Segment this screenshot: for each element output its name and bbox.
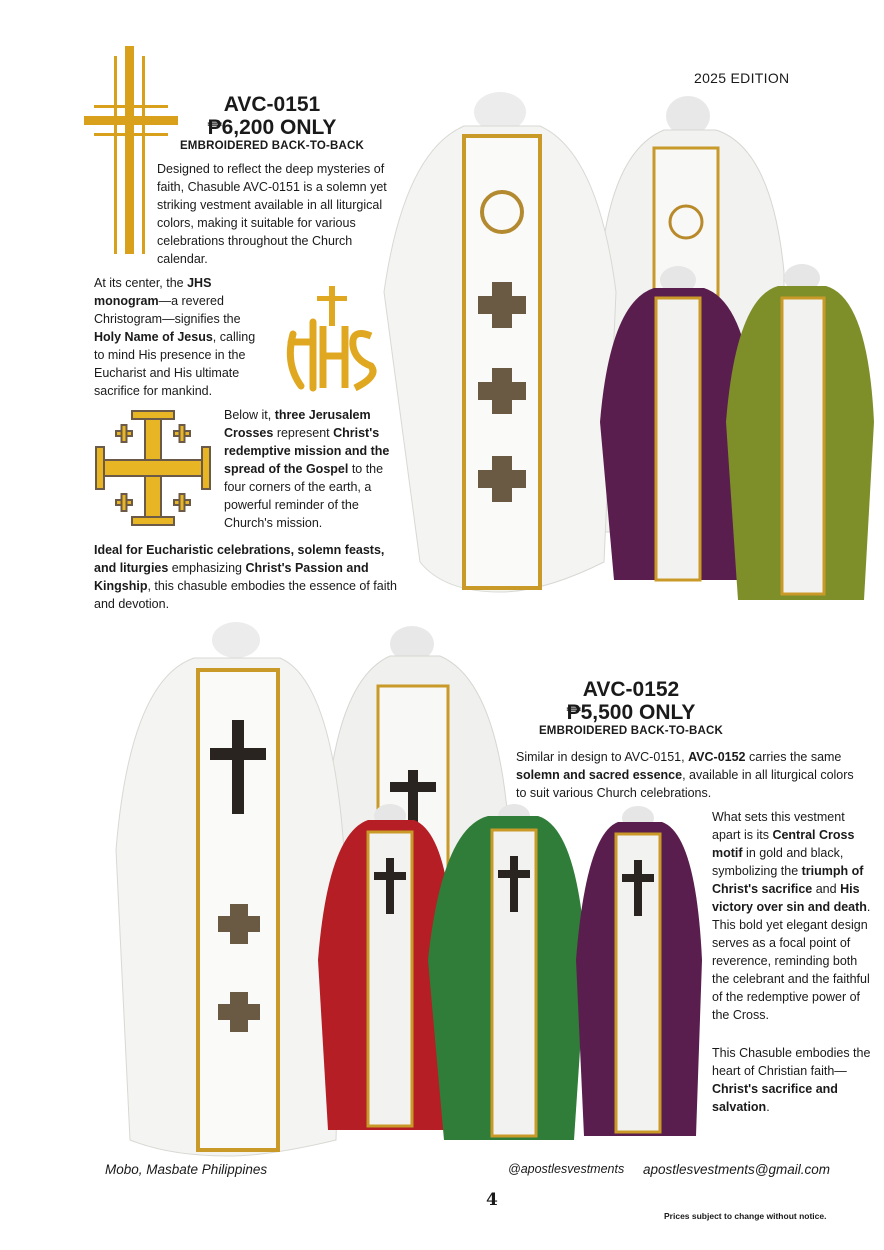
footer-location: Mobo, Masbate Philippines [105, 1162, 268, 1177]
footer-email[interactable]: apostlesvestments@gmail.com [643, 1162, 831, 1177]
product1-subtitle: EMBROIDERED BACK-TO-BACK [179, 140, 365, 152]
product2-price: ₱5,500 ONLY [566, 701, 696, 724]
product1-photo [364, 92, 884, 620]
product1-price: ₱6,200 ONLY [207, 116, 337, 139]
product2-closing-paragraph: This Chasuble embodies the heart of Christian faith—Christ's sacrifice and salvation. [712, 1046, 871, 1114]
white-jhs-front-vestment [384, 92, 616, 592]
product1-crosses-paragraph: Below it, three Jerusalem Crosses represent Christ's redemptive mission and the spread of the Gospel to the four corners of the earth, a powerful reminder of the Church's mission. [224, 408, 390, 530]
product2-intro: Similar in design to AVC-0151, AVC-0152 carries the same solemn and sacred essence, available in all liturgical colors to suit various Church celebrations. [516, 750, 854, 800]
green-cross-vestment [428, 804, 586, 1140]
product2-cross-paragraph: What sets this vestment apart is its Central Cross motif in gold and black, symbolizing the triumph of Christ's sacrifice and His victory over sin and death. This bold yet elegant design serves as a focal point of reverence, reminding both the celebrant and the faithful of the redemptive power of the Cross. [712, 810, 871, 1022]
product1-jhs-paragraph: At its center, the JHS monogram—a revered Christogram—signifies the Holy Name of Jesus, calling to mind His presence in the Eucharist and His ultimate sacrifice for mankind. [94, 276, 256, 398]
purple-cross-vestment [576, 806, 702, 1136]
page-number: 4 [486, 1190, 498, 1210]
footer-handle[interactable]: @apostlesvestments [508, 1162, 625, 1176]
price-disclaimer: Prices subject to change without notice. [664, 1211, 827, 1221]
product1-intro: Designed to reflect the deep mysteries of faith, Chasuble AVC-0151 is a solemn yet striking vestment available in all liturgical colors, making it suitable for various celebrations throughout the Church calendar. [157, 162, 387, 266]
product2-code: AVC-0152 [582, 678, 680, 701]
white-cross-front-vestment [116, 622, 344, 1156]
product2-subtitle: EMBROIDERED BACK-TO-BACK [538, 725, 724, 737]
jerusalem-cross-icon [94, 409, 212, 527]
product1-ideal-paragraph: Ideal for Eucharistic celebrations, solemn feasts, and liturgies emphasizing Christ's Passion and Kingship, this chasuble embodies the essence of faith and devotion. [94, 543, 397, 611]
product1-code: AVC-0151 [223, 93, 321, 116]
edition-label: 2025 EDITION [694, 70, 790, 86]
